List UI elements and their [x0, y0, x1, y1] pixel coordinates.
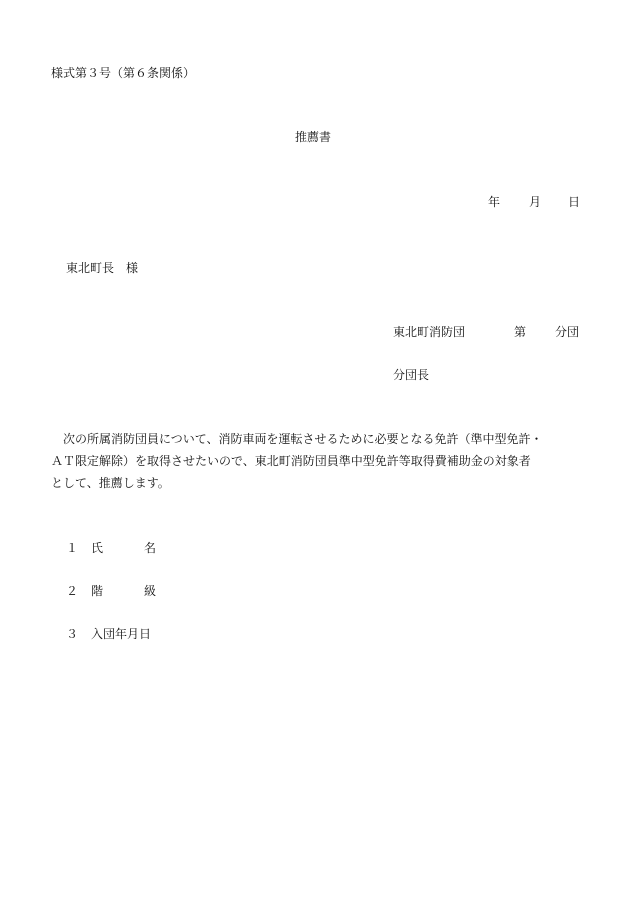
body-text-line-2: ＡＴ限定解除）を取得させたいので、東北町消防団員準中型免許等取得費補助金の対象者 — [51, 454, 531, 468]
date-month-label: 月 — [529, 195, 542, 209]
item-label-name-first: 氏 — [91, 541, 104, 555]
date-year-label: 年 — [488, 195, 501, 209]
body-text-line-1: 次の所属消防団員について、消防車両を運転させるために必要となる免許（準中型免許・ — [63, 432, 543, 446]
branch-number-prefix: 第 — [514, 325, 527, 339]
item-number: ２ — [66, 584, 79, 598]
branch-label: 分団 — [555, 325, 580, 339]
item-label-name-second: 名 — [144, 541, 157, 555]
body-text-line-3: として、推薦します。 — [51, 476, 170, 490]
form-number: 様式第３号（第６条関係） — [51, 66, 196, 80]
item-label-rank-second: 級 — [144, 584, 157, 598]
sender-organization: 東北町消防団 — [393, 325, 466, 339]
date-day-label: 日 — [568, 195, 581, 209]
signer-title: 分団長 — [393, 368, 430, 382]
document-title: 推薦書 — [295, 130, 332, 144]
item-number: １ — [66, 541, 79, 555]
item-label-rank-first: 階 — [91, 584, 104, 598]
addressee: 東北町長 様 — [66, 261, 139, 275]
item-number: ３ — [66, 627, 79, 641]
item-label-join-date: 入団年月日 — [91, 627, 152, 641]
